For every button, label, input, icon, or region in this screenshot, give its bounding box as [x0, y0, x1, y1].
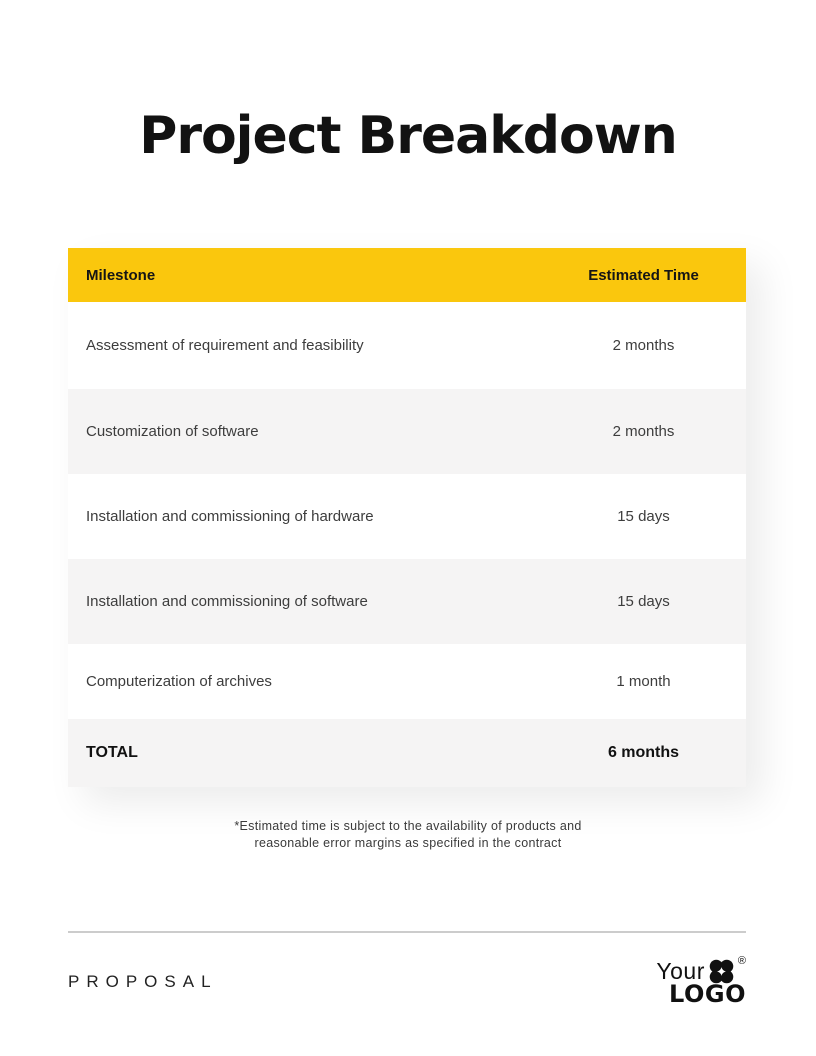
footer-proposal-label: PROPOSAL	[68, 972, 218, 991]
footer-divider	[68, 931, 746, 933]
table-row	[68, 302, 746, 389]
milestones-table	[68, 248, 746, 787]
table-row	[68, 559, 746, 644]
table-header-row	[68, 248, 746, 302]
table-row	[68, 389, 746, 474]
time-cell: 15 days	[617, 508, 670, 525]
footnote-line-2: reasonable error margins as specified in the contract	[254, 836, 562, 850]
time-cell: 15 days	[617, 593, 670, 610]
total-time: 6 months	[607, 744, 680, 761]
header-milestone: Milestone	[86, 266, 156, 284]
table-row	[68, 474, 746, 559]
logo-your-text: Your	[656, 957, 705, 984]
table-row	[68, 644, 746, 719]
table-total-row	[68, 719, 746, 787]
page-title: Project Breakdown	[139, 106, 677, 166]
header-estimated-time: Estimated Time	[588, 266, 699, 284]
milestone-cell: Assessment of requirement and feasibility	[86, 337, 364, 354]
company-logo	[656, 954, 746, 1008]
total-label: TOTAL	[86, 744, 138, 761]
footnote	[0, 818, 816, 852]
registered-trademark-icon: ®	[737, 954, 746, 967]
time-cell: 2 months	[612, 423, 675, 440]
milestone-cell: Installation and commissioning of software	[86, 593, 368, 610]
time-cell: 1 month	[616, 673, 671, 690]
time-cell: 2 months	[612, 337, 675, 354]
footnote-line-1: *Estimated time is subject to the availability of products and	[234, 819, 582, 833]
logo-logo-text: LOGO	[669, 979, 746, 1008]
milestone-cell: Installation and commissioning of hardware	[86, 508, 374, 525]
milestone-cell: Customization of software	[86, 423, 259, 440]
footer	[68, 952, 746, 1012]
milestone-cell: Computerization of archives	[86, 673, 272, 690]
